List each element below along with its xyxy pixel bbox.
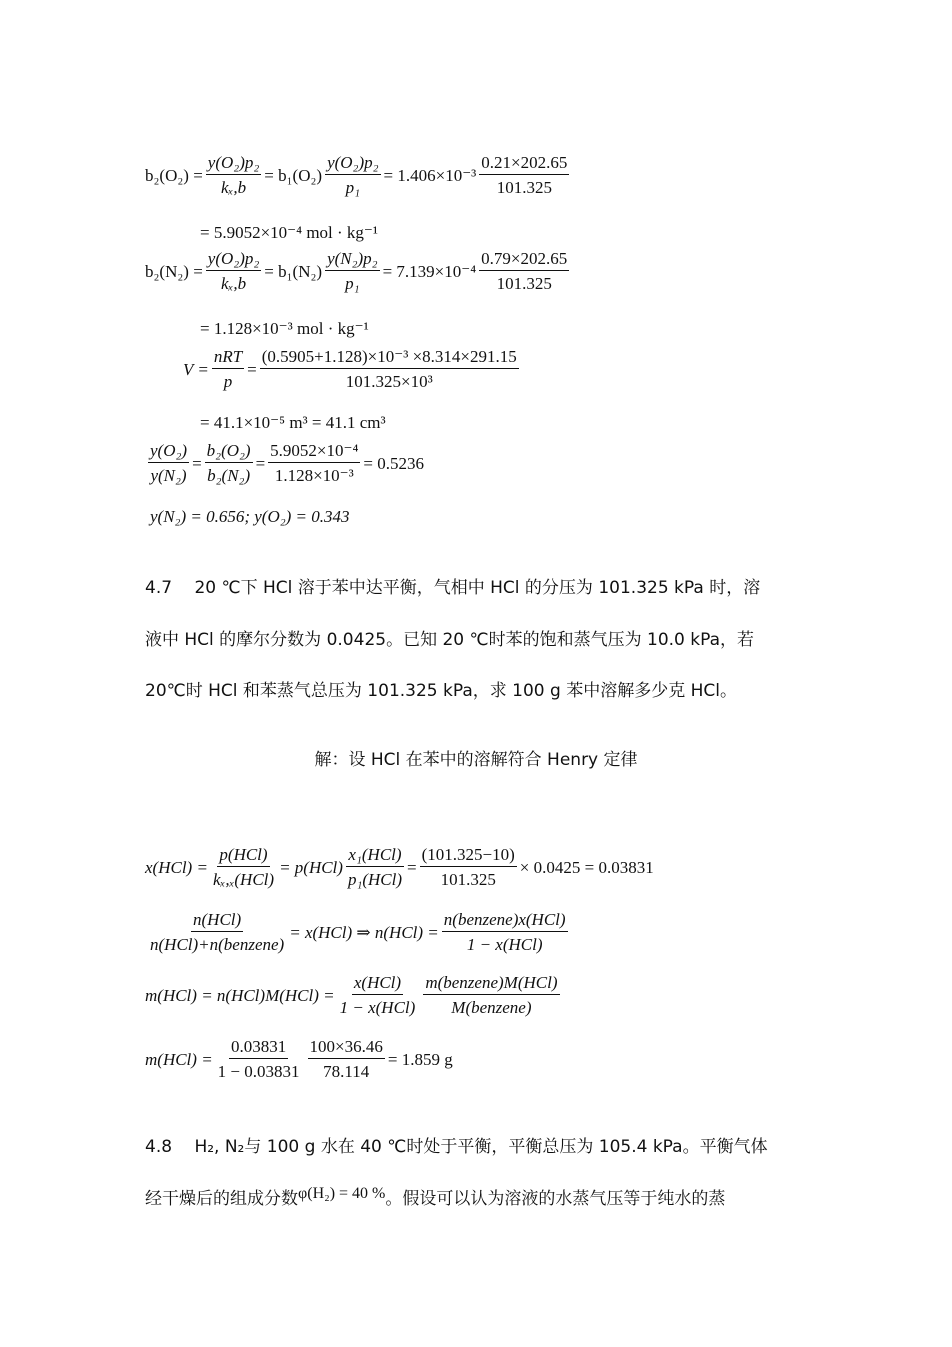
numerator: (0.5905+1.128)×10⁻³ ×8.314×291.15	[260, 348, 519, 369]
denominator: M(benzene)	[451, 998, 532, 1017]
fraction	[308, 1038, 385, 1080]
phi-H2-formula: φ(H₂) = 40 %	[298, 1185, 386, 1202]
eq-text: =	[255, 453, 266, 473]
eq-text: × 0.0425 = 0.03831	[519, 857, 654, 877]
eq-text: = 1.406×10⁻³	[383, 165, 477, 185]
problem-4-7-line-1: 4.7 20 ℃下 HCl 溶于苯中达平衡，气相中 HCl 的分压为 101.325 kPa 时，溶	[145, 578, 761, 598]
numerator: 0.03831	[229, 1038, 288, 1059]
problem-4-8-line-2	[145, 1184, 815, 1209]
numerator: nRT	[212, 348, 244, 369]
numerator: x(HCl)	[352, 974, 403, 995]
fraction	[212, 348, 244, 390]
equation-m-HCl	[145, 974, 563, 1016]
numerator: x₁(HCl)	[346, 846, 403, 867]
fraction	[442, 911, 568, 953]
eq-text: =	[407, 857, 417, 877]
eq-text: = p(HCl)	[279, 857, 343, 877]
denominator: 101.325×10³	[345, 372, 433, 391]
equation-ratio	[145, 442, 424, 484]
equation-b2-N2	[145, 250, 572, 292]
denominator: kₓ,b	[220, 274, 247, 293]
numerator: 5.9052×10⁻⁴	[268, 442, 360, 463]
numerator: 0.21×202.65	[479, 154, 569, 175]
eq-text: = 7.139×10⁻⁴	[382, 261, 477, 281]
eq-text: = b₁(O₂)	[264, 165, 323, 185]
fraction	[216, 1038, 302, 1080]
fraction	[211, 846, 276, 888]
numerator: (101.325−10)	[420, 846, 517, 867]
eq-text: = 5.9052×10⁻⁴ mol · kg⁻¹	[200, 223, 379, 242]
problem-4-8-text-b: 。假设可以认为溶液的水蒸气压等于纯水的蒸	[385, 1189, 726, 1209]
numerator: 100×36.46	[308, 1038, 385, 1059]
eq-text: = 1.859 g	[387, 1049, 453, 1069]
eq-text: x(HCl) =	[145, 857, 208, 877]
eq-text: b₂(N₂) =	[145, 261, 203, 281]
numerator: b₂(O₂)	[205, 442, 253, 463]
denominator: p₁	[345, 178, 360, 197]
equation-b2-O2-result	[200, 224, 378, 241]
denominator: 101.325	[440, 870, 496, 889]
fraction	[325, 154, 380, 196]
denominator: p₁	[345, 274, 360, 293]
equation-b2-O2	[145, 154, 572, 196]
numerator: m(benzene)M(HCl)	[423, 974, 559, 995]
denominator: 78.114	[323, 1062, 370, 1081]
denominator: n(HCl)+n(benzene)	[150, 935, 285, 954]
denominator: 1 − x(HCl)	[339, 998, 416, 1017]
fraction	[479, 154, 569, 196]
fraction	[206, 154, 261, 196]
fraction	[206, 250, 261, 292]
solution-heading: 解：设 HCl 在苯中的溶解符合 Henry 定律	[314, 750, 638, 770]
problem-4-7-line-3: 20℃时 HCl 和苯蒸气总压为 101.325 kPa，求 100 g 苯中溶解多少克 HCl。	[145, 681, 737, 701]
denominator: p	[223, 372, 233, 391]
equation-final	[150, 508, 350, 525]
fraction	[338, 974, 418, 1016]
numerator: p(HCl)	[217, 846, 269, 867]
denominator: kₓ,b	[220, 178, 247, 197]
problem-4-7-line-2: 液中 HCl 的摩尔分数为 0.0425。已知 20 ℃时苯的饱和蒸气压为 10.0 kPa，若	[145, 630, 755, 650]
numerator: y(O₂)p₂	[325, 154, 380, 175]
problem-4-8-line-1: 4.8 H₂, N₂与 100 g 水在 40 ℃时处于平衡，平衡总压为 105.4 kPa。平衡气体	[145, 1137, 768, 1157]
fraction	[325, 250, 380, 292]
equation-n-HCl	[145, 911, 571, 953]
equation-b2-N2-result	[200, 320, 369, 337]
denominator: 1 − 0.03831	[217, 1062, 300, 1081]
numerator: y(O₂)	[148, 442, 189, 463]
eq-text: =	[247, 359, 257, 379]
fraction	[260, 348, 519, 390]
numerator: y(O₂)p₂	[206, 154, 261, 175]
eq-text: = b₁(N₂)	[264, 261, 323, 281]
denominator: kₓ,ₓ(HCl)	[212, 870, 275, 889]
problem-4-8-text-a: 经干燥后的组成分数	[145, 1189, 298, 1209]
denominator: 1.128×10⁻³	[274, 466, 354, 485]
fraction	[479, 250, 569, 292]
numerator: 0.79×202.65	[479, 250, 569, 271]
equation-x-HCl	[145, 846, 654, 888]
numerator: y(N₂)p₂	[325, 250, 380, 271]
denominator: y(N₂)	[150, 466, 187, 485]
equation-volume	[183, 348, 522, 390]
eq-text: = 41.1×10⁻⁵ m³ = 41.1 cm³	[200, 413, 386, 432]
eq-text: y(N₂) = 0.656; y(O₂) = 0.343	[150, 507, 350, 526]
eq-text: V =	[183, 359, 209, 379]
fraction	[148, 442, 189, 484]
denominator: 101.325	[496, 178, 552, 197]
fraction	[205, 442, 253, 484]
fraction	[148, 911, 286, 953]
denominator: b₂(N₂)	[207, 466, 251, 485]
equation-volume-result	[200, 414, 386, 431]
eq-text: = 0.5236	[363, 453, 425, 473]
equation-m-HCl-numeric	[145, 1038, 453, 1080]
eq-text: =	[192, 453, 202, 473]
numerator: n(benzene)x(HCl)	[442, 911, 568, 932]
eq-text: m(HCl) = n(HCl)M(HCl) =	[145, 985, 335, 1005]
fraction	[346, 846, 404, 888]
numerator: y(O₂)p₂	[206, 250, 261, 271]
eq-text: = x(HCl) ⇒ n(HCl) =	[289, 922, 439, 942]
fraction	[423, 974, 559, 1016]
fraction	[268, 442, 360, 484]
denominator: 101.325	[496, 274, 552, 293]
numerator: n(HCl)	[191, 911, 243, 932]
denominator: 1 − x(HCl)	[466, 935, 543, 954]
eq-text: b₂(O₂) =	[145, 165, 203, 185]
eq-text: = 1.128×10⁻³ mol · kg⁻¹	[200, 319, 369, 338]
denominator: p₁(HCl)	[347, 870, 403, 889]
fraction	[420, 846, 517, 888]
eq-text: m(HCl) =	[145, 1049, 213, 1069]
